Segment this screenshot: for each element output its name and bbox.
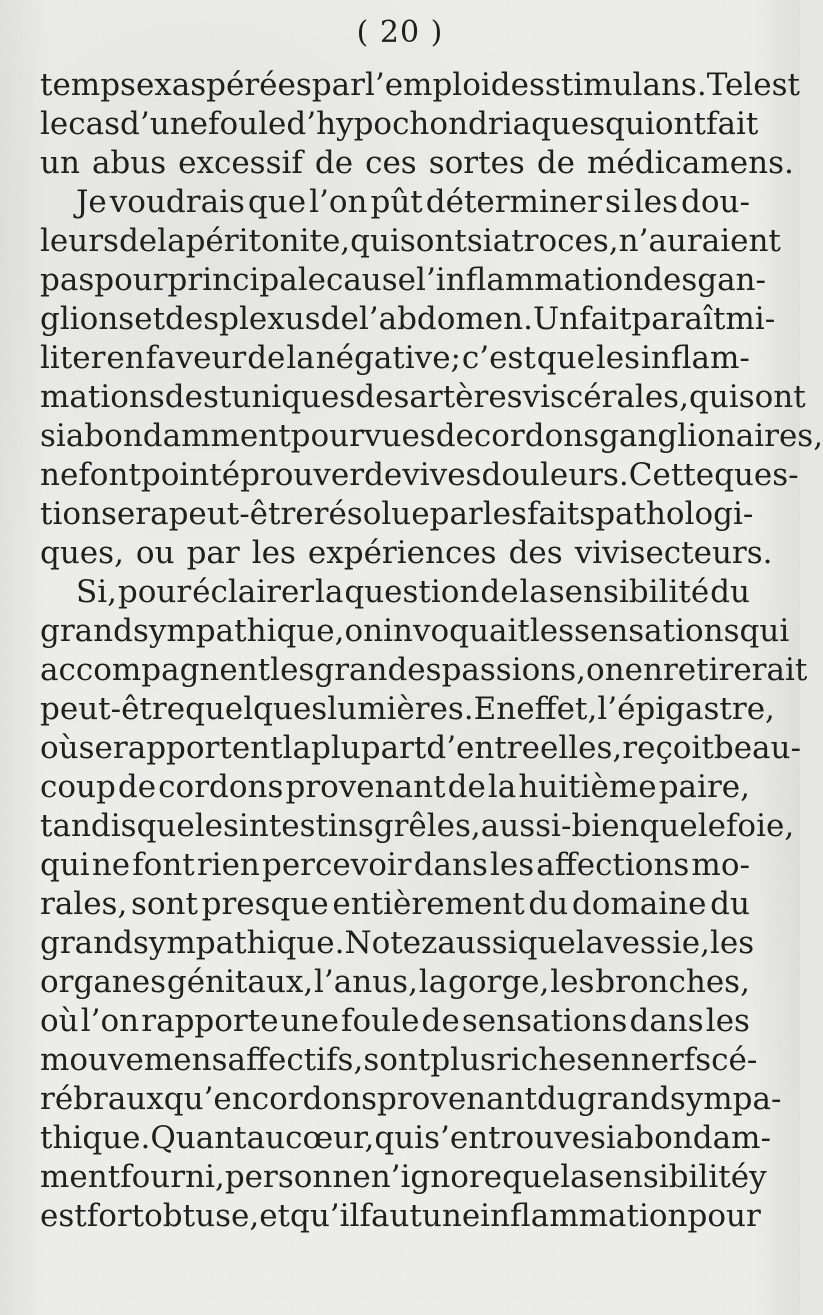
word: glions bbox=[40, 301, 135, 337]
word: les bbox=[595, 340, 641, 376]
word: si bbox=[40, 418, 66, 454]
word: de bbox=[435, 418, 474, 454]
word: ganglionaires, bbox=[599, 418, 823, 454]
word: huitième bbox=[518, 769, 657, 805]
word: retirerait bbox=[662, 652, 808, 688]
word: cordons bbox=[473, 418, 600, 454]
word: qui bbox=[40, 847, 90, 883]
word: les bbox=[550, 964, 595, 1000]
word: des bbox=[165, 301, 220, 337]
word: négative; bbox=[315, 340, 461, 376]
word: grand bbox=[576, 1081, 670, 1117]
word: par bbox=[429, 496, 483, 532]
word: cœur, bbox=[285, 1120, 375, 1156]
word: est bbox=[40, 1198, 87, 1234]
word: des bbox=[508, 535, 563, 571]
word: atroces, bbox=[492, 223, 619, 259]
word: temps bbox=[40, 67, 136, 103]
word: peut-être bbox=[168, 496, 314, 532]
word: pathologi- bbox=[595, 496, 754, 532]
word: presque bbox=[201, 886, 329, 922]
word: mations bbox=[40, 379, 165, 415]
word: est bbox=[753, 67, 800, 103]
word: qui bbox=[374, 1120, 425, 1156]
word: des bbox=[164, 379, 219, 415]
word: les bbox=[482, 496, 527, 532]
text-line bbox=[40, 1002, 750, 1041]
word: abus bbox=[91, 145, 167, 181]
text-line bbox=[40, 261, 767, 300]
text-line bbox=[40, 1080, 782, 1119]
word: sont bbox=[363, 1042, 431, 1078]
word: les bbox=[709, 925, 755, 961]
word: provenant bbox=[285, 769, 446, 805]
word: rébraux bbox=[40, 1081, 164, 1117]
word: de bbox=[117, 769, 157, 805]
word: les bbox=[270, 652, 315, 688]
word: Tel bbox=[706, 67, 754, 103]
word: vivisecteurs. bbox=[574, 535, 773, 571]
word: sensations bbox=[461, 1003, 628, 1039]
word: obtuse, bbox=[144, 1198, 260, 1234]
word: coup bbox=[40, 769, 116, 805]
word: provenant bbox=[376, 1081, 538, 1117]
word: éclairer bbox=[192, 574, 315, 610]
text-line bbox=[40, 729, 801, 768]
word: font bbox=[132, 847, 195, 883]
word: domaine bbox=[571, 886, 707, 922]
word: dou- bbox=[681, 184, 750, 220]
word: abondamment bbox=[65, 418, 291, 454]
text-line bbox=[40, 1197, 761, 1236]
word: si bbox=[589, 1120, 616, 1156]
word: en bbox=[106, 340, 145, 376]
word: ques- bbox=[714, 457, 799, 493]
word: sensations bbox=[574, 613, 740, 649]
word: et bbox=[259, 1198, 290, 1234]
word: Cette bbox=[628, 457, 715, 493]
text-line bbox=[40, 963, 750, 1002]
word: qui bbox=[739, 613, 790, 649]
text-line bbox=[40, 690, 775, 729]
word: génitaux, bbox=[166, 964, 314, 1000]
word: grêles, bbox=[373, 808, 481, 844]
word: l’on bbox=[309, 184, 368, 220]
word: tuniques bbox=[218, 379, 356, 415]
word: Quant bbox=[150, 1120, 247, 1156]
word: péritonite, bbox=[185, 223, 351, 259]
word: résolue bbox=[313, 496, 430, 532]
word: s’en bbox=[424, 1120, 489, 1156]
word: mi- bbox=[725, 301, 776, 337]
word: tion bbox=[40, 496, 102, 532]
word: du bbox=[710, 574, 750, 610]
word: des bbox=[355, 379, 410, 415]
word: les bbox=[489, 847, 535, 883]
word: viscérales, bbox=[522, 379, 689, 415]
word: que bbox=[639, 808, 698, 844]
text-line bbox=[40, 807, 795, 846]
word: l’abdomen. bbox=[358, 301, 533, 337]
text-line bbox=[40, 495, 754, 534]
word: l’anus, bbox=[314, 964, 418, 1000]
word: faut bbox=[359, 1198, 422, 1234]
word: paraît bbox=[631, 301, 726, 337]
word: voudrais bbox=[109, 184, 245, 220]
word: stimulans. bbox=[544, 67, 707, 103]
word: font bbox=[78, 457, 141, 493]
word: de bbox=[536, 145, 576, 181]
word: qu’il bbox=[290, 1198, 360, 1234]
word: de bbox=[421, 1003, 460, 1039]
word: plexus bbox=[219, 301, 321, 337]
word: les bbox=[251, 535, 296, 571]
word: c’est bbox=[461, 340, 536, 376]
word: dans bbox=[629, 1003, 704, 1039]
word: ont bbox=[654, 106, 706, 142]
word: faveur bbox=[145, 340, 247, 376]
text-line bbox=[40, 612, 790, 651]
word: si bbox=[466, 223, 493, 259]
word: par bbox=[186, 535, 240, 571]
word: médicamens. bbox=[587, 145, 794, 181]
word: des bbox=[643, 262, 698, 298]
word: sera bbox=[101, 496, 169, 532]
word: thique. bbox=[40, 1120, 151, 1156]
word: le bbox=[40, 106, 69, 142]
text-line bbox=[40, 1041, 758, 1080]
word: foie, bbox=[725, 808, 795, 844]
word: déterminer bbox=[425, 184, 603, 220]
word: aussi bbox=[437, 925, 518, 961]
word: la bbox=[575, 925, 605, 961]
word: éprouver bbox=[221, 457, 365, 493]
text-line bbox=[40, 651, 808, 690]
word: gan- bbox=[697, 262, 767, 298]
word: un bbox=[40, 145, 80, 181]
word: que bbox=[517, 925, 576, 961]
word: liter bbox=[40, 340, 106, 376]
word: affectifs, bbox=[227, 1042, 364, 1078]
word: que bbox=[536, 340, 595, 376]
word: de bbox=[314, 145, 354, 181]
word: que bbox=[247, 184, 307, 220]
text-line bbox=[40, 534, 773, 573]
word: passions, bbox=[441, 652, 587, 688]
word: peut-être bbox=[40, 691, 186, 727]
word: entièrement bbox=[332, 886, 525, 922]
word: on bbox=[586, 652, 625, 688]
word: paire, bbox=[658, 769, 750, 805]
word: quelques bbox=[185, 691, 328, 727]
word: du bbox=[537, 1081, 577, 1117]
word: dans bbox=[413, 847, 488, 883]
word: douleurs. bbox=[481, 457, 629, 493]
word: abondam- bbox=[615, 1120, 771, 1156]
text-line bbox=[40, 300, 776, 339]
text-line bbox=[40, 456, 799, 495]
word: qui bbox=[605, 106, 655, 142]
text-line bbox=[40, 144, 794, 183]
text-line bbox=[40, 66, 800, 105]
text-line bbox=[40, 417, 823, 456]
word: cordons bbox=[158, 769, 284, 805]
word: la bbox=[560, 1159, 589, 1195]
word: affections bbox=[536, 847, 690, 883]
word: ment bbox=[40, 1159, 121, 1195]
word: de bbox=[447, 769, 486, 805]
word: fait bbox=[579, 301, 632, 337]
word: où bbox=[40, 1003, 79, 1039]
word: principale bbox=[167, 262, 326, 298]
word: les bbox=[633, 184, 679, 220]
word: qui bbox=[350, 223, 400, 259]
word: de bbox=[320, 301, 359, 337]
word: pourvues bbox=[290, 418, 436, 454]
word: la bbox=[487, 769, 517, 805]
word: la bbox=[157, 223, 186, 259]
text-line bbox=[40, 846, 750, 885]
word: gorge, bbox=[448, 964, 550, 1000]
word: mouvemens bbox=[40, 1042, 228, 1078]
text-line bbox=[40, 573, 750, 612]
word: ques, bbox=[40, 535, 124, 571]
word: la bbox=[286, 340, 315, 376]
word: expériences bbox=[307, 535, 497, 571]
word: sensibilité bbox=[588, 1159, 750, 1195]
word: faits bbox=[526, 496, 596, 532]
word: Si, bbox=[76, 574, 118, 610]
word: n’auraient bbox=[618, 223, 781, 259]
word: une bbox=[280, 1003, 339, 1039]
word: Un bbox=[532, 301, 580, 337]
word: de bbox=[247, 340, 286, 376]
page-text bbox=[40, 66, 823, 1236]
word: cause bbox=[325, 262, 417, 298]
word: rapporte bbox=[141, 1003, 279, 1039]
word: grand bbox=[40, 613, 133, 649]
word: fort bbox=[86, 1198, 145, 1234]
text-line bbox=[40, 378, 806, 417]
word: accompagnent bbox=[40, 652, 271, 688]
word: plupart bbox=[311, 730, 427, 766]
word: sensibilité bbox=[548, 574, 710, 610]
word: par bbox=[311, 67, 365, 103]
word: mo- bbox=[691, 847, 750, 883]
word: le bbox=[697, 808, 726, 844]
word: Je bbox=[76, 184, 107, 220]
word: d’une bbox=[120, 106, 209, 142]
word: ou bbox=[135, 535, 175, 571]
word: sont bbox=[130, 886, 198, 922]
page-number: ( 20 ) bbox=[356, 15, 444, 50]
word: qui bbox=[688, 379, 739, 415]
word: vessie, bbox=[604, 925, 710, 961]
word: artères bbox=[409, 379, 523, 415]
word: invoquait bbox=[383, 613, 530, 649]
word: sont bbox=[399, 223, 467, 259]
word: cas bbox=[68, 106, 121, 142]
word: en bbox=[624, 652, 663, 688]
word: la bbox=[519, 574, 548, 610]
word: l’épigastre, bbox=[597, 691, 775, 727]
word: plus bbox=[430, 1042, 496, 1078]
word: bronches, bbox=[595, 964, 750, 1000]
text-line bbox=[40, 768, 750, 807]
text-line bbox=[40, 1158, 767, 1197]
word: d’entre bbox=[426, 730, 540, 766]
word: au bbox=[246, 1120, 286, 1156]
text-line bbox=[40, 885, 750, 924]
word: cordons bbox=[251, 1081, 377, 1117]
word: sympathique. bbox=[132, 925, 345, 961]
word: sont bbox=[738, 379, 806, 415]
word: nerfs bbox=[630, 1042, 712, 1078]
word: que bbox=[502, 1159, 561, 1195]
word: de bbox=[364, 457, 403, 493]
word: de bbox=[480, 574, 519, 610]
word: elles, bbox=[539, 730, 623, 766]
text-line bbox=[40, 183, 750, 222]
word: la bbox=[418, 964, 448, 1000]
word: grand bbox=[40, 925, 133, 961]
word: fourni, bbox=[120, 1159, 225, 1195]
text-line bbox=[40, 222, 781, 261]
word: rapportent bbox=[112, 730, 283, 766]
word: pour bbox=[117, 574, 192, 610]
word: inflammation bbox=[480, 1198, 688, 1234]
word: les bbox=[194, 808, 239, 844]
word: et bbox=[134, 301, 166, 337]
word: si bbox=[605, 184, 631, 220]
word: les bbox=[705, 1003, 750, 1039]
text-line bbox=[40, 105, 759, 144]
word: n’ignore bbox=[370, 1159, 503, 1195]
word: pour bbox=[687, 1198, 761, 1234]
word: ne bbox=[91, 847, 131, 883]
word: sympa- bbox=[669, 1081, 782, 1117]
word: personne bbox=[224, 1159, 371, 1195]
word: inflam- bbox=[641, 340, 750, 376]
word: question bbox=[344, 574, 480, 610]
word: reçoit bbox=[622, 730, 714, 766]
word: trouve bbox=[488, 1120, 590, 1156]
word: Notez bbox=[344, 925, 438, 961]
word: de bbox=[118, 223, 158, 259]
word: l’on bbox=[80, 1003, 140, 1039]
word: fait bbox=[705, 106, 759, 142]
word: leurs bbox=[40, 223, 119, 259]
word: pour bbox=[94, 262, 168, 298]
word: sympathique, bbox=[132, 613, 345, 649]
word: beau- bbox=[713, 730, 801, 766]
word: qu’en bbox=[163, 1081, 252, 1117]
word: rien bbox=[196, 847, 260, 883]
word: ne bbox=[40, 457, 79, 493]
word: effet, bbox=[516, 691, 598, 727]
word: en bbox=[592, 1042, 631, 1078]
word: rales, bbox=[40, 886, 128, 922]
word: lumières. bbox=[327, 691, 474, 727]
word: foule bbox=[208, 106, 287, 142]
word: la bbox=[282, 730, 312, 766]
word: l’emploi bbox=[364, 67, 491, 103]
word: les bbox=[529, 613, 575, 649]
word: aussi-bien bbox=[480, 808, 640, 844]
word: excessif bbox=[178, 145, 303, 181]
word: la bbox=[315, 574, 344, 610]
word: où bbox=[40, 730, 79, 766]
word: du bbox=[710, 886, 750, 922]
word: point bbox=[140, 457, 222, 493]
word: y bbox=[749, 1159, 767, 1195]
text-line bbox=[40, 924, 755, 963]
word: l’inflammation bbox=[416, 262, 644, 298]
word: pas bbox=[40, 262, 95, 298]
word: organes bbox=[40, 964, 167, 1000]
word: grandes bbox=[314, 652, 442, 688]
word: sortes bbox=[428, 145, 525, 181]
word: vives bbox=[402, 457, 482, 493]
word: ces bbox=[365, 145, 417, 181]
word: que bbox=[136, 808, 195, 844]
word: exaspérées bbox=[135, 67, 312, 103]
word: d’hypochondriaques bbox=[286, 106, 606, 142]
word: intestins bbox=[238, 808, 374, 844]
word: se bbox=[78, 730, 113, 766]
word: En bbox=[473, 691, 517, 727]
word: des bbox=[490, 67, 545, 103]
word: foule bbox=[341, 1003, 420, 1039]
word: du bbox=[528, 886, 569, 922]
word: pût bbox=[370, 184, 423, 220]
text-line bbox=[40, 339, 750, 378]
text-line bbox=[40, 1119, 771, 1158]
word: percevoir bbox=[261, 847, 412, 883]
word: riches bbox=[495, 1042, 593, 1078]
word: une bbox=[421, 1198, 481, 1234]
word: cé- bbox=[711, 1042, 758, 1078]
word: tandis bbox=[40, 808, 137, 844]
word: on bbox=[344, 613, 384, 649]
